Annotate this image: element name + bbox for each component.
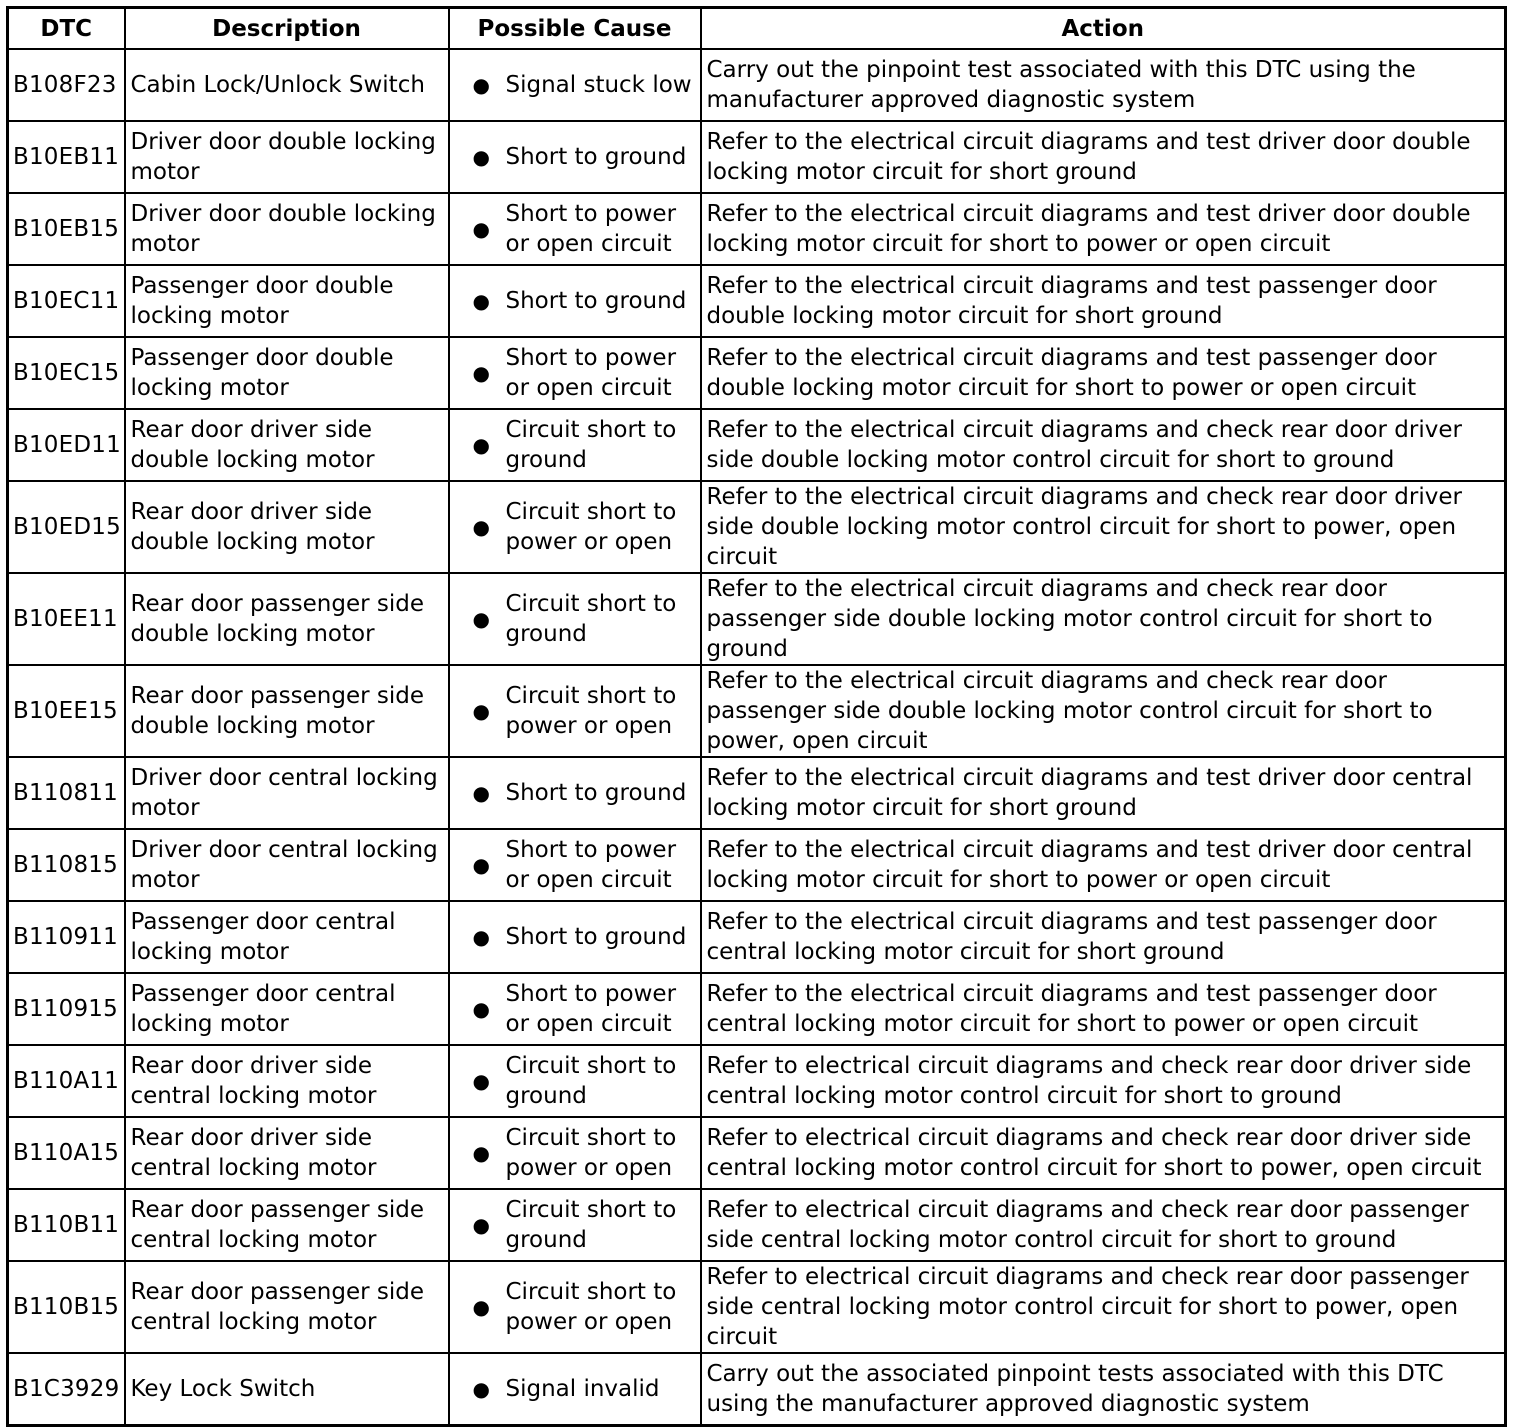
bullet-icon: ●	[472, 853, 490, 877]
possible-cause-text: Circuit short to ground	[505, 417, 677, 473]
dtc-description: Cabin Lock/Unlock Switch	[125, 49, 449, 121]
possible-cause-text: Signal stuck low	[505, 72, 692, 98]
bullet-icon: ●	[472, 781, 490, 805]
possible-cause-cell	[449, 757, 701, 829]
bullet-icon: ●	[472, 1213, 490, 1237]
bullet-icon: ●	[472, 433, 490, 457]
dtc-code: B10EE15	[8, 665, 125, 757]
dtc-code: B110915	[8, 973, 125, 1045]
possible-cause-text: Short to power or open circuit	[505, 345, 677, 401]
action-text: Refer to the electrical circuit diagrams and test driver door double locking motor circuit for short to power or open circuit	[701, 193, 1506, 265]
dtc-code: B10EC11	[8, 265, 125, 337]
dtc-description: Rear door driver side double locking motor	[125, 481, 449, 573]
bullet-icon: ●	[472, 1141, 490, 1165]
dtc-code: B110A11	[8, 1045, 125, 1117]
action-text: Refer to the electrical circuit diagrams and check rear door passenger side double locking motor control circuit for short to power, open circuit	[701, 665, 1506, 757]
dtc-code: B10ED11	[8, 409, 125, 481]
dtc-code: B110911	[8, 901, 125, 973]
table-row	[8, 1045, 1506, 1117]
action-text: Refer to the electrical circuit diagrams and test driver door double locking motor circuit for short ground	[701, 121, 1506, 193]
action-text: Refer to the electrical circuit diagrams and check rear door driver side double locking motor control circuit for short to ground	[701, 409, 1506, 481]
header-description: Description	[125, 8, 449, 50]
bullet-icon: ●	[472, 699, 490, 723]
possible-cause-cell	[449, 49, 701, 121]
action-text: Refer to the electrical circuit diagrams and test passenger door central locking motor circuit for short ground	[701, 901, 1506, 973]
dtc-code: B108F23	[8, 49, 125, 121]
possible-cause-cell	[449, 481, 701, 573]
table-row	[8, 1261, 1506, 1353]
header-row	[8, 8, 1506, 50]
dtc-code: B10EB11	[8, 121, 125, 193]
table-row	[8, 665, 1506, 757]
possible-cause-cell	[449, 409, 701, 481]
bullet-icon: ●	[472, 217, 490, 241]
action-text: Refer to electrical circuit diagrams and check rear door driver side central locking motor control circuit for short to power, open circuit	[701, 1117, 1506, 1189]
dtc-description: Rear door passenger side double locking motor	[125, 665, 449, 757]
dtc-code: B10EE11	[8, 573, 125, 665]
bullet-icon: ●	[472, 1069, 490, 1093]
possible-cause-cell	[449, 1189, 701, 1261]
header-action: Action	[701, 8, 1506, 50]
header-possible-cause: Possible Cause	[449, 8, 701, 50]
possible-cause-text: Circuit short to power or open	[505, 1125, 677, 1181]
possible-cause-text: Circuit short to ground	[505, 1197, 677, 1253]
action-text: Refer to electrical circuit diagrams and check rear door passenger side central locking motor control circuit for short to power, open circuit	[701, 1261, 1506, 1353]
action-text: Refer to electrical circuit diagrams and check rear door driver side central locking motor control circuit for short to ground	[701, 1045, 1506, 1117]
dtc-description: Driver door double locking motor	[125, 121, 449, 193]
dtc-description: Rear door passenger side central locking motor	[125, 1189, 449, 1261]
dtc-description: Rear door driver side double locking motor	[125, 409, 449, 481]
possible-cause-text: Circuit short to ground	[505, 1053, 677, 1109]
dtc-description: Passenger door double locking motor	[125, 265, 449, 337]
possible-cause-cell	[449, 1353, 701, 1426]
table-row	[8, 1189, 1506, 1261]
bullet-icon: ●	[472, 515, 490, 539]
possible-cause-cell	[449, 265, 701, 337]
table-row	[8, 757, 1506, 829]
dtc-description: Driver door central locking motor	[125, 757, 449, 829]
action-text: Refer to the electrical circuit diagrams and test driver door central locking motor circuit for short to power or open circuit	[701, 829, 1506, 901]
table-body	[8, 49, 1506, 1426]
table-row	[8, 337, 1506, 409]
possible-cause-text: Signal invalid	[505, 1376, 660, 1402]
dtc-description: Rear door passenger side double locking motor	[125, 573, 449, 665]
dtc-code: B110815	[8, 829, 125, 901]
possible-cause-cell	[449, 1045, 701, 1117]
dtc-code: B10EC15	[8, 337, 125, 409]
possible-cause-cell	[449, 1117, 701, 1189]
table-row	[8, 573, 1506, 665]
dtc-code: B110A15	[8, 1117, 125, 1189]
dtc-description: Key Lock Switch	[125, 1353, 449, 1426]
table-row	[8, 481, 1506, 573]
table-row	[8, 121, 1506, 193]
dtc-code: B110B11	[8, 1189, 125, 1261]
possible-cause-cell	[449, 1261, 701, 1353]
action-text: Refer to electrical circuit diagrams and check rear door passenger side central locking motor control circuit for short to ground	[701, 1189, 1506, 1261]
bullet-icon: ●	[472, 145, 490, 169]
bullet-icon: ●	[472, 925, 490, 949]
dtc-description: Driver door double locking motor	[125, 193, 449, 265]
possible-cause-cell	[449, 193, 701, 265]
table-row	[8, 409, 1506, 481]
action-text: Refer to the electrical circuit diagrams and test passenger door double locking motor circuit for short ground	[701, 265, 1506, 337]
dtc-description: Passenger door double locking motor	[125, 337, 449, 409]
dtc-code: B10EB15	[8, 193, 125, 265]
action-text: Refer to the electrical circuit diagrams and check rear door driver side double locking motor control circuit for short to power, open circuit	[701, 481, 1506, 573]
possible-cause-text: Short to power or open circuit	[505, 201, 677, 257]
possible-cause-text: Circuit short to ground	[505, 591, 677, 647]
dtc-description: Rear door driver side central locking motor	[125, 1117, 449, 1189]
possible-cause-cell	[449, 901, 701, 973]
table-row	[8, 829, 1506, 901]
bullet-icon: ●	[472, 1377, 490, 1401]
possible-cause-cell	[449, 121, 701, 193]
dtc-description: Rear door passenger side central locking motor	[125, 1261, 449, 1353]
bullet-icon: ●	[472, 607, 490, 631]
table-row	[8, 973, 1506, 1045]
possible-cause-text: Circuit short to power or open	[505, 1279, 677, 1335]
possible-cause-text: Short to ground	[505, 288, 687, 314]
action-text: Refer to the electrical circuit diagrams and test driver door central locking motor circuit for short ground	[701, 757, 1506, 829]
bullet-icon: ●	[472, 289, 490, 313]
possible-cause-text: Circuit short to power or open	[505, 499, 677, 555]
dtc-description: Passenger door central locking motor	[125, 973, 449, 1045]
possible-cause-text: Short to power or open circuit	[505, 981, 677, 1037]
possible-cause-text: Short to ground	[505, 144, 687, 170]
table-row	[8, 49, 1506, 121]
dtc-description: Rear door driver side central locking motor	[125, 1045, 449, 1117]
action-text: Carry out the pinpoint test associated with this DTC using the manufacturer approved diagnostic system	[701, 49, 1506, 121]
dtc-code: B10ED15	[8, 481, 125, 573]
possible-cause-text: Short to ground	[505, 924, 687, 950]
action-text: Carry out the associated pinpoint tests associated with this DTC using the manufacturer approved diagnostic system	[701, 1353, 1506, 1426]
bullet-icon: ●	[472, 73, 490, 97]
action-text: Refer to the electrical circuit diagrams and test passenger door central locking motor circuit for short to power or open circuit	[701, 973, 1506, 1045]
bullet-icon: ●	[472, 361, 490, 385]
possible-cause-cell	[449, 665, 701, 757]
possible-cause-cell	[449, 573, 701, 665]
table-row	[8, 193, 1506, 265]
possible-cause-cell	[449, 973, 701, 1045]
dtc-table	[6, 6, 1507, 1427]
dtc-code: B1C3929	[8, 1353, 125, 1426]
table-row	[8, 1117, 1506, 1189]
possible-cause-text: Circuit short to power or open	[505, 683, 677, 739]
possible-cause-cell	[449, 829, 701, 901]
dtc-code: B110B15	[8, 1261, 125, 1353]
table-row	[8, 901, 1506, 973]
action-text: Refer to the electrical circuit diagrams and check rear door passenger side double locking motor control circuit for short to ground	[701, 573, 1506, 665]
possible-cause-text: Short to ground	[505, 780, 687, 806]
bullet-icon: ●	[472, 1295, 490, 1319]
dtc-description: Driver door central locking motor	[125, 829, 449, 901]
action-text: Refer to the electrical circuit diagrams and test passenger door double locking motor circuit for short to power or open circuit	[701, 337, 1506, 409]
header-dtc: DTC	[8, 8, 125, 50]
dtc-code: B110811	[8, 757, 125, 829]
bullet-icon: ●	[472, 997, 490, 1021]
table-row	[8, 1353, 1506, 1426]
dtc-description: Passenger door central locking motor	[125, 901, 449, 973]
table-row	[8, 265, 1506, 337]
possible-cause-cell	[449, 337, 701, 409]
possible-cause-text: Short to power or open circuit	[505, 837, 677, 893]
